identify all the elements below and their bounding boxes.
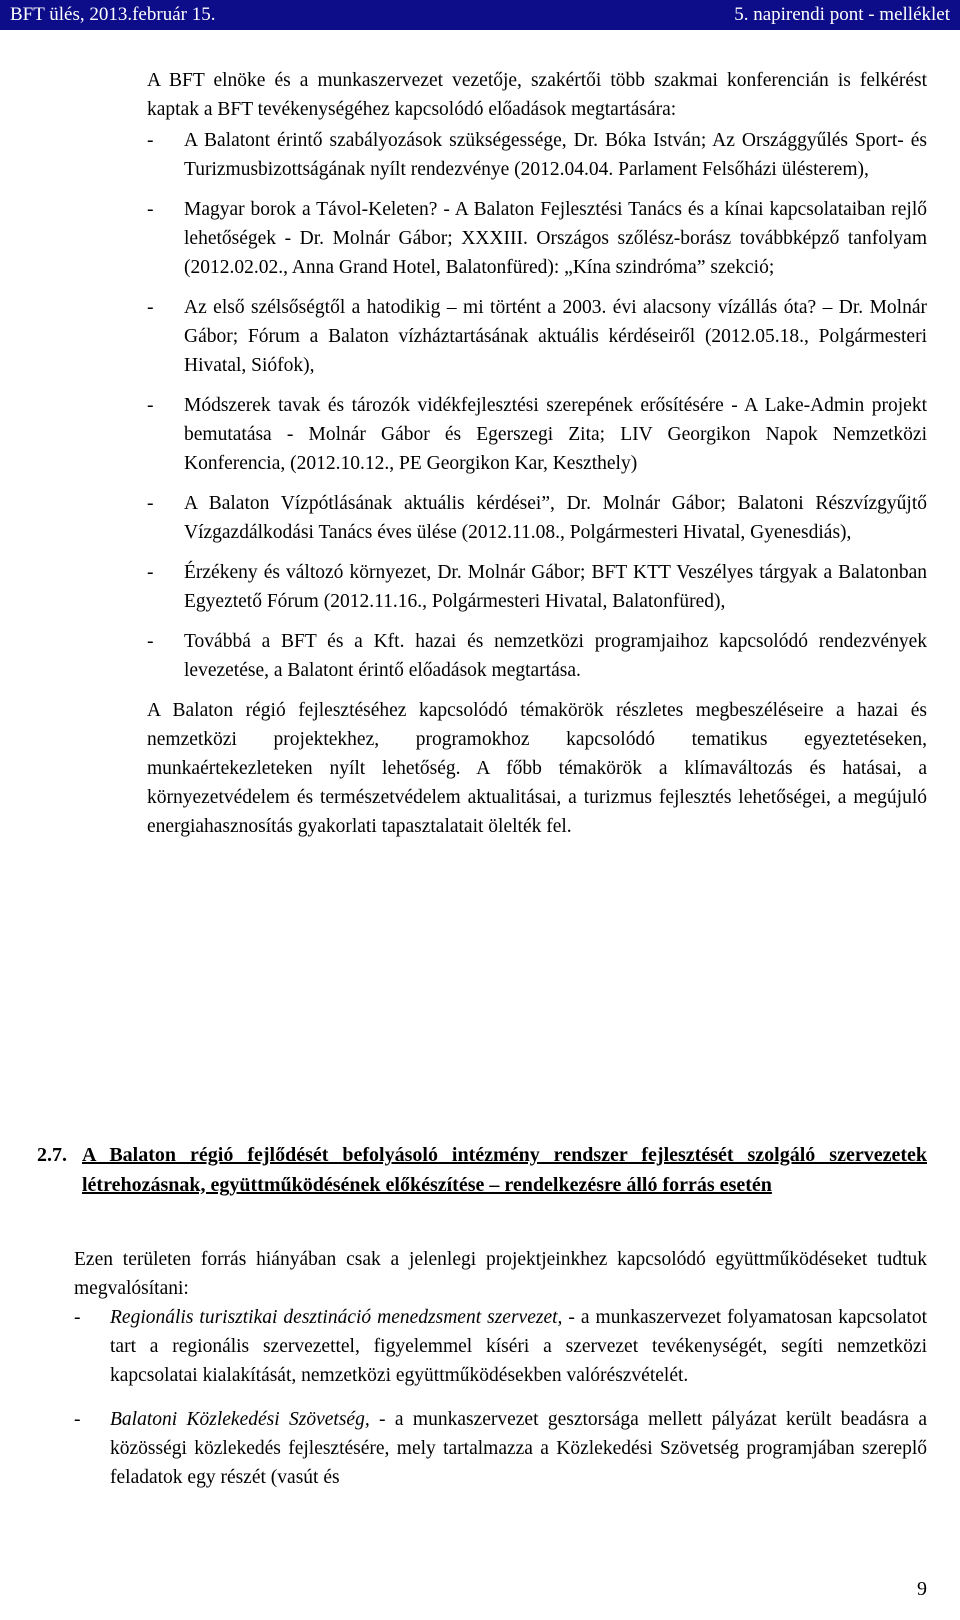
list-item: - Magyar borok a Távol-Keleten? - A Balaton Fejlesztési Tanács és a kínai kapcsolataiban rejlő lehetőségek - Dr. Molnár Gábor; XXXIII. Országos szőlész-borász továbbképző tanfolyam (2012.02.02., Anna Grand Hotel, Balatonfüred): „Kína szindróma” szekció; bbox=[147, 195, 927, 282]
main-content bbox=[147, 66, 927, 841]
section-body bbox=[74, 1245, 927, 1507]
list-item: - Módszerek tavak és tározók vidékfejlesztési szerepének erősítésére - A Lake-Admin projekt bemutatása - Molnár Gábor és Egerszegi Zita; LIV Georgikon Napok Nemzetközi Konferencia, (2012.10.12., PE Georgikon Kar, Keszthely) bbox=[147, 391, 927, 478]
item-text: - a munkaszervezet folyamatosan kapcsolatot tart a regionális szervezettel, figyelemmel kíséri a szervezet tevékenységét, segíti nemzetközi kapcsolatai kialakítását, nemzetközi együttműködésekben valórészvételét. bbox=[110, 1307, 928, 1386]
lecture-list bbox=[147, 126, 927, 685]
organization-name: Balatoni Közlekedési Szövetség, bbox=[110, 1409, 370, 1430]
section-intro: Ezen területen forrás hiányában csak a jelenlegi projektjeinkhez kapcsolódó együttműködéseket tudtuk megvalósítani: bbox=[74, 1249, 927, 1299]
list-item: - Továbbá a BFT és a Kft. hazai és nemzetközi programjaihoz kapcsolódó rendezvények levezetése, a Balatont érintő előadások megtartása. bbox=[147, 627, 927, 685]
section-number: 2.7. bbox=[37, 1144, 67, 1166]
section-title: A Balaton régió fejlődését befolyásoló intézmény rendszer fejlesztését szolgáló szervezetek létrehozásnak, együttműködésének előkészítése – rendelkezésre álló forrás esetén bbox=[82, 1144, 927, 1196]
list-item bbox=[74, 1303, 927, 1390]
header-right: 5. napirendi pont - melléklet bbox=[734, 4, 950, 25]
item-text: - a munkaszervezet gesztorsága mellett pályázat került beadásra a közösségi közlekedés fejlesztésére, mely tartalmazza a Közlekedési Szövetség programjában szereplő feladatok egy részét (vasút és bbox=[110, 1409, 927, 1488]
list-item: - Érzékeny és változó környezet, Dr. Molnár Gábor; BFT KTT Veszélyes tárgyak a Balatonban Egyeztető Fórum (2012.11.16., Polgármesteri Hivatal, Balatonfüred), bbox=[147, 558, 927, 616]
organization-name: Regionális turisztikai desztináció menedzsment szervezet, bbox=[110, 1307, 563, 1328]
page-header bbox=[0, 0, 960, 30]
intro-paragraph: A BFT elnöke és a munkaszervezet vezetője, szakértői több szakmai konferencián is felkérést kaptak a BFT tevékenységéhez kapcsolódó előadások megtartására: bbox=[147, 70, 927, 120]
list-item: - A Balaton Vízpótlásának aktuális kérdései”, Dr. Molnár Gábor; Balatoni Részvízgyűjtő Vízgazdálkodási Tanács éves ülése (2012.11.08., Polgármesteri Hivatal, Gyenesdiás), bbox=[147, 489, 927, 547]
closing-paragraph: A Balaton régió fejlesztéséhez kapcsolódó témakörök részletes megbeszéléseire a hazai és nemzetközi projektekhez, programokhoz kapcsolódó tematikus egyeztetéseken, munkaértekezleteken nyílt lehetőség. A főbb témakörök a klímaváltozás és hatásai, a környezetvédelem és természetvédelem aktualitásai, a turizmus fejlesztés lehetőségei, a megújuló energiahasznosítás gyakorlati tapasztalatait ölelték fel. bbox=[147, 700, 927, 837]
page-number: 9 bbox=[917, 1578, 927, 1600]
section-heading bbox=[37, 1140, 927, 1200]
section-list bbox=[74, 1303, 927, 1492]
list-item: - Az első szélsőségtől a hatodikig – mi történt a 2003. évi alacsony vízállás óta? – Dr. Molnár Gábor; Fórum a Balaton vízháztartásának aktuális kérdéseiről (2012.05.18., Polgármesteri Hivatal, Siófok), bbox=[147, 293, 927, 380]
list-item: - A Balatont érintő szabályozások szükségessége, Dr. Bóka István; Az Országgyűlés Sport- és Turizmusbizottságának nyílt rendezvénye (2012.04.04. Parlament Felsőházi ülésterem), bbox=[147, 126, 927, 184]
header-left: BFT ülés, 2013.február 15. bbox=[10, 4, 216, 25]
list-item bbox=[74, 1405, 927, 1492]
